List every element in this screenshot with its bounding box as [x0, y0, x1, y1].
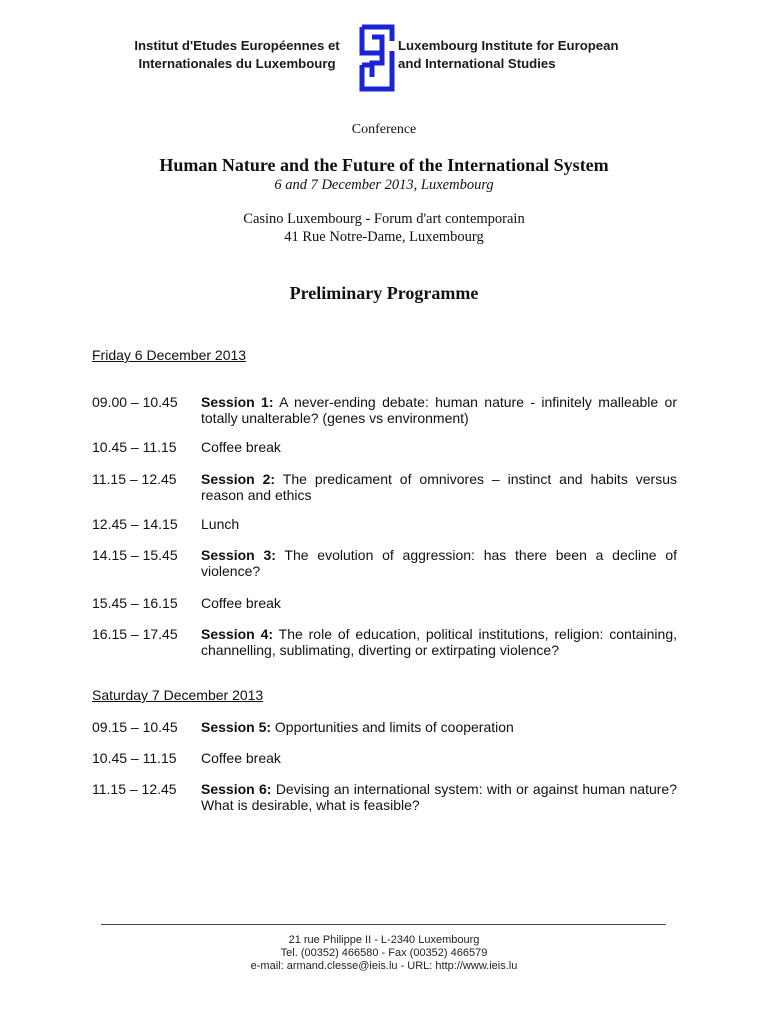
- saturday-heading: Saturday 7 December 2013: [92, 687, 264, 703]
- session-text: Opportunities and limits of cooperation: [274, 719, 514, 735]
- row-description: [201, 471, 677, 503]
- programme-row: [92, 750, 677, 766]
- programme-row: [92, 547, 677, 579]
- institute-name-english: [398, 37, 658, 73]
- institute-name-french-line2: Internationales du Luxembourg: [138, 56, 336, 71]
- conference-title: Human Nature and the Future of the International System: [159, 155, 609, 175]
- institute-name-english-line1: Luxembourg Institute for European: [398, 38, 619, 53]
- row-time: 09.15 – 10.45: [92, 719, 178, 735]
- row-description: [201, 547, 677, 579]
- session-text: Lunch: [201, 516, 240, 532]
- programme-row: [92, 516, 677, 532]
- institute-name-english-line2: and International Studies: [398, 56, 556, 71]
- session-label: Session 4:: [201, 626, 274, 642]
- programme-row: [92, 394, 677, 426]
- row-time: 15.45 – 16.15: [92, 595, 178, 611]
- session-text: Coffee break: [201, 750, 281, 766]
- footer-address: 21 rue Philippe II - L-2340 Luxembourg: [288, 934, 480, 946]
- footer-contact: e-mail: armand.clesse@ieis.lu - URL: http://www.ieis.lu: [250, 960, 518, 972]
- session-label: Session 2:: [201, 471, 276, 487]
- ieis-logo-icon: [359, 24, 395, 92]
- row-time: 12.45 – 14.15: [92, 516, 178, 532]
- friday-heading: Friday 6 December 2013: [92, 347, 247, 363]
- programme-row: [92, 471, 677, 503]
- row-time: 16.15 – 17.45: [92, 626, 178, 642]
- row-time: 14.15 – 15.45: [92, 547, 178, 563]
- row-time: 10.45 – 11.15: [92, 750, 177, 766]
- row-description: [201, 516, 677, 532]
- row-time: 11.15 – 12.45: [92, 471, 177, 487]
- conference-venue: Casino Luxembourg - Forum d'art contemporain: [243, 211, 525, 227]
- session-label: Session 1:: [201, 394, 274, 410]
- programme-title: Preliminary Programme: [289, 283, 479, 303]
- row-description: [201, 394, 677, 426]
- institute-name-french-line1: Institut d'Etudes Européennes et: [134, 38, 340, 53]
- programme-row: [92, 626, 677, 658]
- row-description: [201, 719, 677, 735]
- session-label: Session 3:: [201, 547, 276, 563]
- session-text: Devising an international system: with or against human nature? What is desirable, what is feasible?: [201, 781, 677, 813]
- programme-row: [92, 595, 677, 611]
- session-text: The predicament of omnivores – instinct and habits versus reason and ethics: [201, 471, 677, 503]
- session-text: Coffee break: [201, 595, 281, 611]
- conference-dates: 6 and 7 December 2013, Luxembourg: [274, 177, 494, 193]
- programme-row: [92, 719, 677, 735]
- session-text: The evolution of aggression: has there been a decline of violence?: [201, 547, 677, 579]
- row-description: [201, 781, 677, 813]
- programme-row: [92, 439, 677, 455]
- row-description: [201, 626, 677, 658]
- footer-phone-fax: Tel. (00352) 466580 - Fax (00352) 466579: [280, 947, 488, 959]
- row-time: 11.15 – 12.45: [92, 781, 177, 797]
- row-description: [201, 439, 677, 455]
- session-text: The role of education, political institutions, religion: containing, channelling, sublimating, diverting or extirpating violence?: [201, 626, 677, 658]
- row-description: [201, 750, 677, 766]
- programme-row: [92, 781, 677, 813]
- session-label: Session 5:: [201, 719, 272, 735]
- row-time: 10.45 – 11.15: [92, 439, 177, 455]
- conference-address: 41 Rue Notre-Dame, Luxembourg: [284, 229, 484, 245]
- logo-shape: [362, 27, 392, 89]
- session-label: Session 6:: [201, 781, 272, 797]
- institute-name-french: [118, 37, 356, 73]
- row-time: 09.00 – 10.45: [92, 394, 178, 410]
- footer-divider: [101, 924, 666, 925]
- conference-label: Conference: [351, 122, 417, 137]
- session-text: A never-ending debate: human nature - infinitely malleable or totally unalterable? (genes vs environment): [201, 394, 677, 426]
- session-text: Coffee break: [201, 439, 281, 455]
- row-description: [201, 595, 677, 611]
